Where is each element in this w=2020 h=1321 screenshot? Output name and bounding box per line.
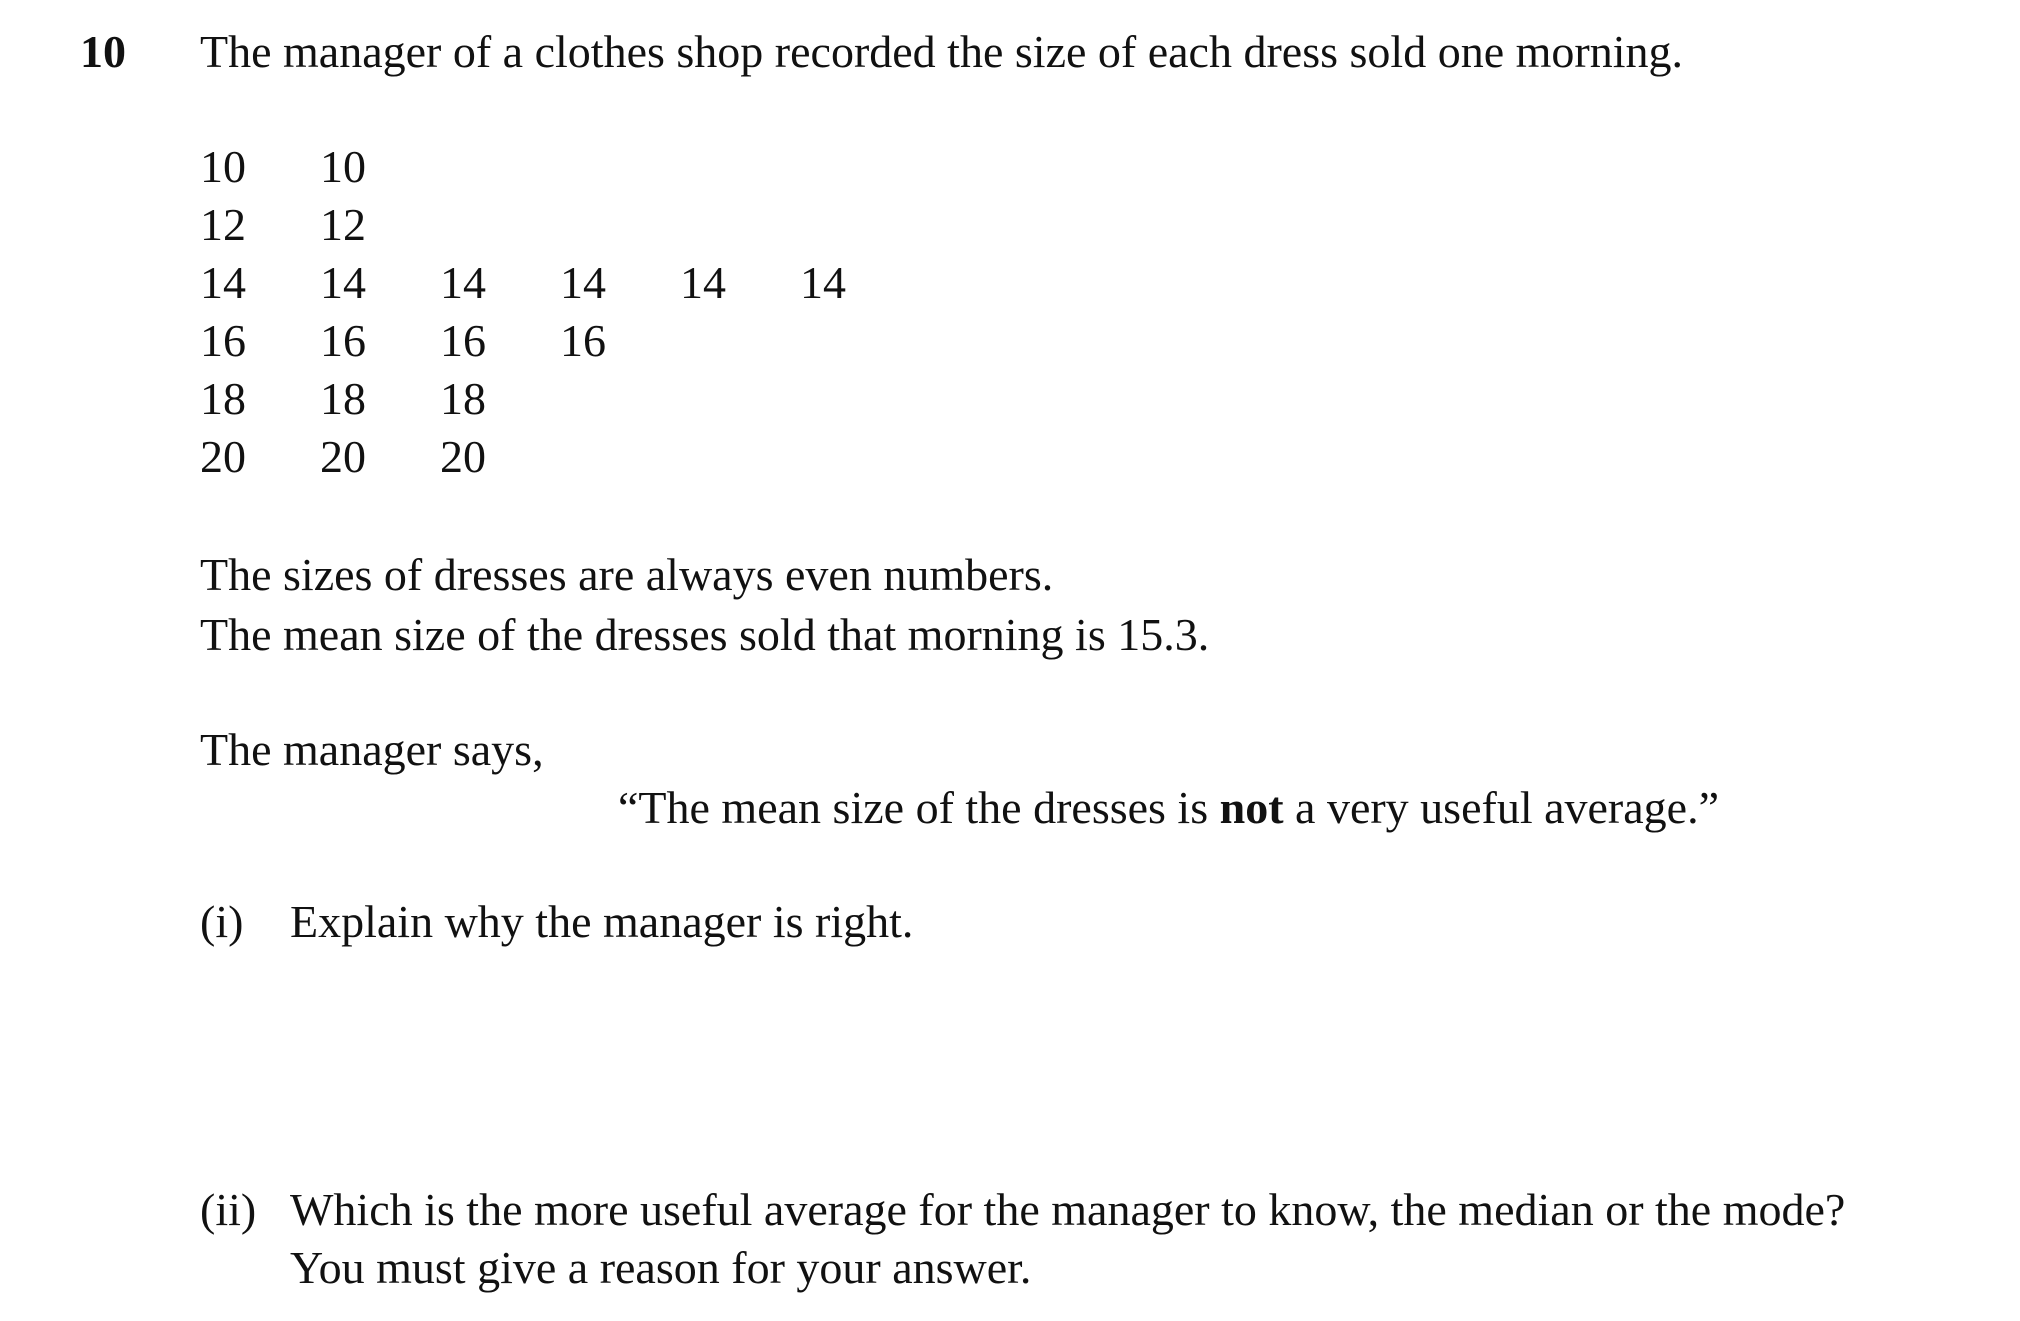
size-value: 14: [800, 257, 846, 308]
size-value: 16: [200, 315, 246, 366]
size-value: 14: [560, 257, 606, 308]
sizes-row: [200, 312, 920, 370]
part-ii-text: Which is the more useful average for the manager to know, the median or the mode?: [290, 1184, 1846, 1235]
size-value: 12: [320, 199, 366, 250]
quote-emphasis: not: [1219, 782, 1284, 833]
size-value: 20: [200, 431, 246, 482]
sizes-row: [200, 370, 920, 428]
size-value: 14: [680, 257, 726, 308]
dress-sizes-table: [200, 138, 920, 486]
size-value: 14: [200, 257, 246, 308]
size-value: 20: [440, 431, 486, 482]
manager-says: The manager says,: [200, 724, 544, 775]
manager-quote: [618, 778, 1719, 838]
size-value: 10: [200, 141, 246, 192]
size-value: 18: [440, 373, 486, 424]
part-ii-label: (ii): [200, 1184, 257, 1235]
question-intro: The manager of a clothes shop recorded the size of each dress sold one morning.: [200, 26, 1683, 77]
quote-after: a very useful average.”: [1283, 782, 1720, 833]
size-value: 14: [320, 257, 366, 308]
question-number: 10: [80, 26, 126, 77]
statement-mean-size: The mean size of the dresses sold that morning is 15.3.: [200, 609, 1210, 660]
size-value: 16: [560, 315, 606, 366]
size-value: 20: [320, 431, 366, 482]
size-value: 16: [320, 315, 366, 366]
statement-even-sizes: The sizes of dresses are always even numbers.: [200, 549, 1054, 600]
size-value: 12: [200, 199, 246, 250]
part-i-text: Explain why the manager is right.: [290, 896, 914, 947]
part-i-label: (i): [200, 896, 244, 947]
size-value: 14: [440, 257, 486, 308]
size-value: 18: [320, 373, 366, 424]
quote-before: “The mean size of the dresses is: [618, 782, 1220, 833]
sizes-row: [200, 196, 920, 254]
sizes-row: [200, 428, 920, 486]
sizes-row: [200, 254, 920, 312]
sizes-row: [200, 138, 920, 196]
size-value: 18: [200, 373, 246, 424]
part-ii-reason-text: You must give a reason for your answer.: [290, 1242, 1032, 1293]
size-value: 10: [320, 141, 366, 192]
size-value: 16: [440, 315, 486, 366]
